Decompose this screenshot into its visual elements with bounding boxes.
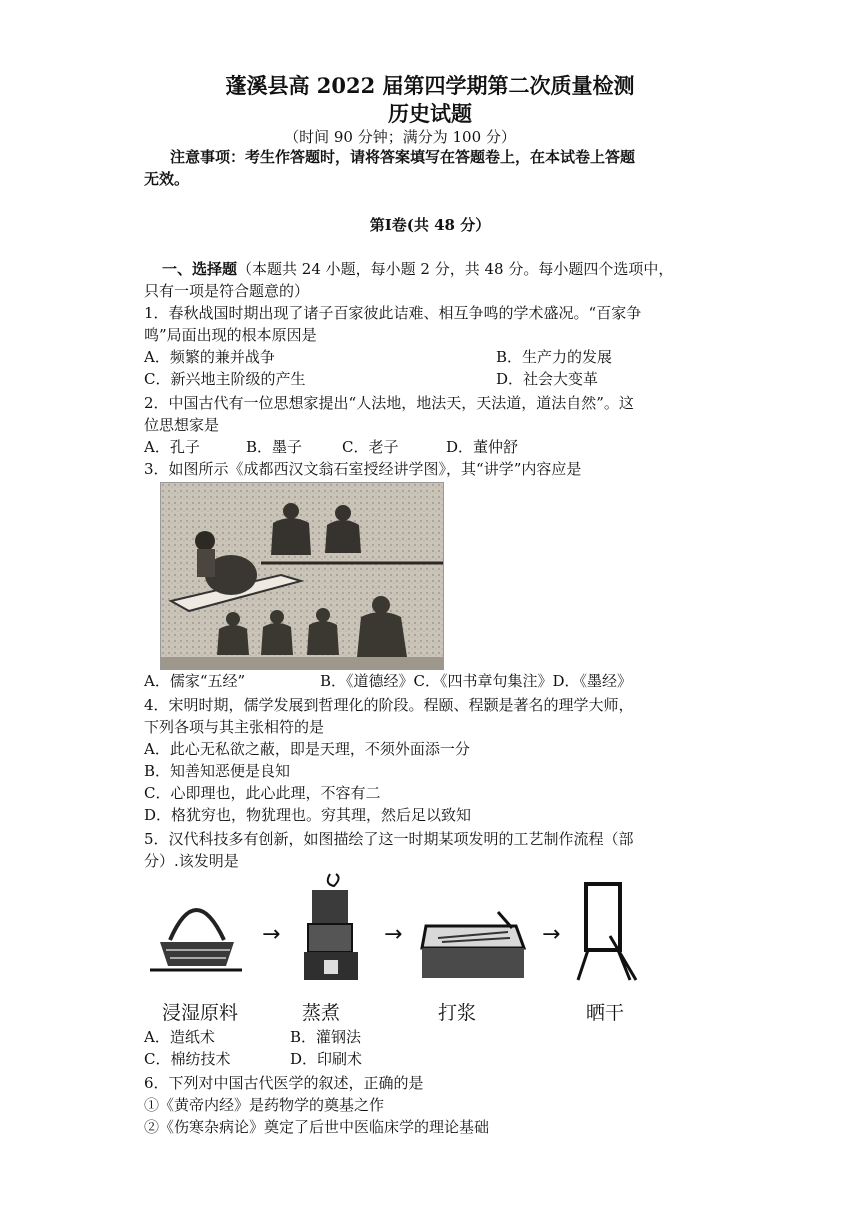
q2-option-c: C．老子 bbox=[342, 438, 399, 456]
arrow-right-icon: → bbox=[542, 922, 561, 947]
arrow-right-icon: → bbox=[262, 922, 281, 947]
section-intro-label: 一、选择题 bbox=[162, 260, 238, 278]
papermaking-process-diagram bbox=[146, 870, 656, 1030]
q1-option-a: A．频繁的兼并战争 bbox=[144, 348, 275, 366]
pulping-vat-illustration bbox=[418, 908, 528, 984]
q3-option-a: A．儒家“五经” bbox=[144, 672, 246, 690]
q4-option-d: D．格犹穷也，物犹理也。穷其理，然后足以致知 bbox=[144, 806, 472, 824]
q2-option-d: D．董仲舒 bbox=[446, 438, 519, 456]
q5-option-a: A．造纸术 bbox=[144, 1028, 215, 1046]
q4-stem-2: 下列各项与其主张相符的是 bbox=[144, 718, 325, 736]
q4-stem-1: 4．宋明时期，儒学发展到哲理化的阶段。程颐、程颢是著名的理学大师， bbox=[144, 696, 634, 714]
section-intro-2: 只有一项是符合题意的） bbox=[144, 282, 310, 300]
steaming-pot-illustration bbox=[296, 870, 366, 982]
section-title: 第Ⅰ卷(共 48 分） bbox=[369, 216, 491, 234]
q4-option-a: A．此心无私欲之蔽，即是天理，不须外面添一分 bbox=[144, 740, 470, 758]
q1-option-b: B．生产力的发展 bbox=[496, 348, 613, 366]
exam-subject: 历史试题 bbox=[388, 101, 472, 126]
q4-option-c: C．心即理也，此心此理，不容有二 bbox=[144, 784, 381, 802]
q5-stem-1: 5．汉代科技多有创新，如图描绘了这一时期某项发明的工艺制作流程（部 bbox=[144, 830, 634, 848]
q6-stem: 6．下列对中国古代医学的叙述，正确的是 bbox=[144, 1074, 424, 1092]
q1-option-c: C．新兴地主阶级的产生 bbox=[144, 370, 306, 388]
q5-stem-2: 分）.该发明是 bbox=[144, 852, 239, 870]
q6-item-1: ①《黄帝内经》是药物学的奠基之作 bbox=[144, 1096, 385, 1114]
exam-title: 蓬溪县高 2022 届第四学期第二次质量检测 bbox=[225, 73, 635, 98]
arrow-right-icon: → bbox=[384, 922, 403, 947]
section-intro-text: （本题共 24 小题，每小题 2 分，共 48 分。每小题四个选项中， bbox=[237, 260, 674, 278]
drying-frame-illustration bbox=[570, 876, 640, 984]
time-note: （时间 90 分钟；满分为 100 分） bbox=[284, 128, 516, 146]
section-intro-1 bbox=[162, 258, 742, 280]
step-label-dry: 晒干 bbox=[586, 1002, 625, 1024]
q2-option-b: B．墨子 bbox=[246, 438, 303, 456]
q5-option-b: B．灌钢法 bbox=[290, 1028, 362, 1046]
q1-option-d: D．社会大变革 bbox=[496, 370, 599, 388]
notice-line-2: 无效。 bbox=[144, 170, 190, 188]
step-label-pulp: 打浆 bbox=[438, 1002, 477, 1024]
q3-stem: 3．如图所示《成都西汉文翁石室授经讲学图》，其“讲学”内容应是 bbox=[144, 460, 582, 478]
q2-stem-1: 2．中国古代有一位思想家提出“人法地，地法天，天法道，道法自然”。这 bbox=[144, 394, 634, 412]
notice-line-1: 注意事项：考生作答题时，请将答案填写在答题卷上，在本试卷上答题 bbox=[170, 148, 636, 166]
q3-option-bcd: B．《道德经》C．《四书章句集注》D．《墨经》 bbox=[320, 672, 633, 690]
q1-stem-1: 1．春秋战国时期出现了诸子百家彼此诘难、相互争鸣的学术盛况。“百家争 bbox=[144, 304, 642, 322]
q1-stem-2: 鸣”局面出现的根本原因是 bbox=[144, 326, 317, 344]
q5-option-c: C．棉纺技术 bbox=[144, 1050, 231, 1068]
q2-option-a: A．孔子 bbox=[144, 438, 200, 456]
step-label-steam: 蒸煮 bbox=[302, 1002, 341, 1024]
soaking-basket-illustration bbox=[146, 890, 246, 980]
q6-item-2: ②《伤寒杂病论》奠定了后世中医临床学的理论基础 bbox=[144, 1118, 490, 1136]
q2-stem-2: 位思想家是 bbox=[144, 416, 220, 434]
q5-option-d: D．印刷术 bbox=[290, 1050, 363, 1068]
step-label-soak: 浸湿原料 bbox=[162, 1002, 239, 1024]
stone-relief-lecture-image bbox=[160, 482, 444, 670]
q4-option-b: B．知善知恶便是良知 bbox=[144, 762, 291, 780]
